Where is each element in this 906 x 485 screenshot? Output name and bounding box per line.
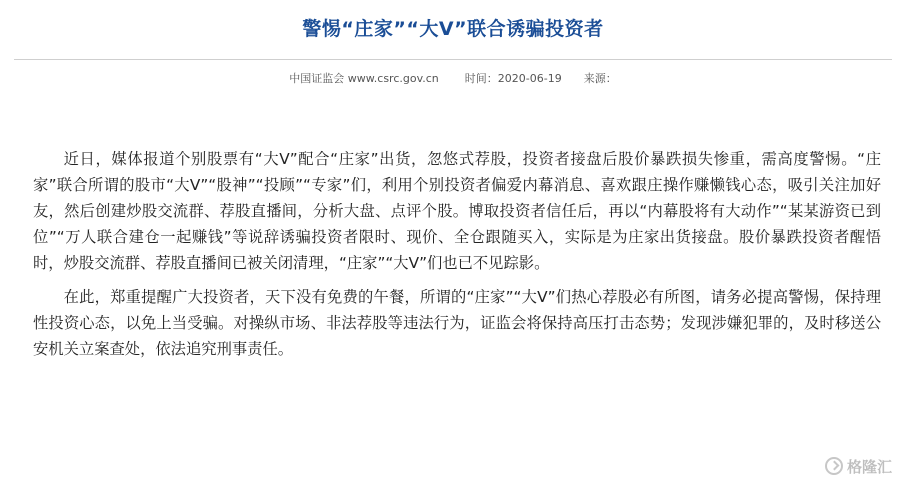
article-title: 警惕“庄家”“大V”联合诱骗投资者 xyxy=(302,18,604,40)
article-time: 时间：2020-06-19 xyxy=(464,72,562,85)
watermark-text: 格隆汇 xyxy=(846,457,892,476)
article-paragraph: 在此，郑重提醒广大投资者，天下没有免费的午餐，所谓的“庄家”“大V”们热心荐股必有所图，请务必提高警惕，保持理性投资心态，以免上当受骗。对操纵市场、非法荐股等违法行为，证监会将保持高压打击态势；发现涉嫌犯罪的，及时移送公安机关立案查处，依法追究刑事责任。 xyxy=(33,288,881,358)
title-divider xyxy=(14,59,892,60)
article-paragraph: 近日，媒体报道个别股票有“大V”配合“庄家”出货，忽悠式荐股，投资者接盘后股价暴跌损失惨重，需高度警惕。“庄家”联合所谓的股市“大V”“股神”“投顾”“专家”们，利用个别投资者偏爱内幕消息、喜欢跟庄操作赚懒钱心态，吸引关注加好友，然后创建炒股交流群、荐股直播间，分析大盘、点评个股。博取投资者信任后，再以“内幕股将有大动作”“某某游资已到位”“万人联合建仓一起赚钱”等说辞诱骗投资者限时、现价、全仓跟随买入，实际是为庄家出货接盘。股价暴跌投资者醒悟时，炒股交流群、荐股直播间已被关闭清理，“庄家”“大V”们也已不见踪影。 xyxy=(33,150,881,272)
article-meta xyxy=(0,70,906,86)
article-origin: 来源： xyxy=(583,72,617,85)
gelonghui-logo-icon xyxy=(825,457,843,475)
article-source: 中国证监会 www.csrc.gov.cn xyxy=(289,72,439,85)
article-body xyxy=(33,146,881,370)
watermark xyxy=(825,455,892,477)
